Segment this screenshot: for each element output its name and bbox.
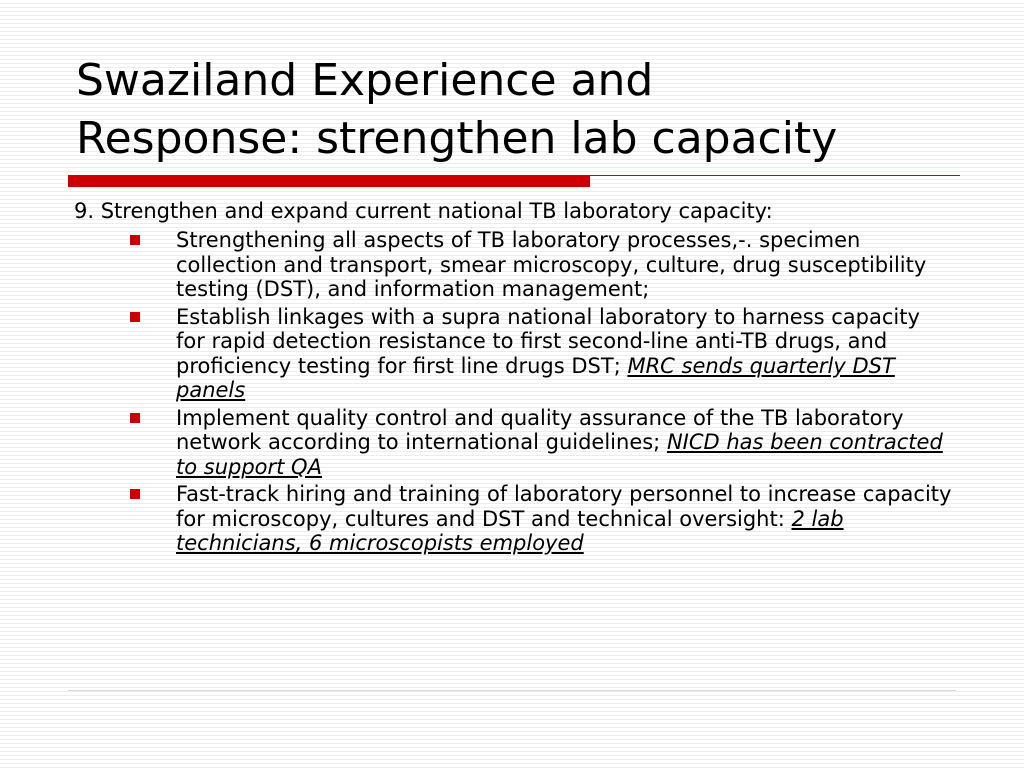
bullet-text: Fast-track hiring and training of laboratory personnel to increase capacity for microscopy, cultures and DST and technical oversight:	[176, 482, 952, 531]
bullet-note: NICD has been contracted to support QA	[176, 430, 943, 479]
slide-body	[74, 198, 954, 559]
bullet-item	[74, 482, 954, 556]
bullet-note: MRC sends quarterly DST panels	[176, 353, 895, 402]
bullet-text: Implement quality control and quality assurance of the TB laboratory network according to international guidelines;	[176, 405, 904, 454]
square-bullet-icon	[130, 413, 140, 423]
slide-title	[76, 52, 976, 168]
title-accent-line	[590, 175, 960, 176]
square-bullet-icon	[130, 489, 140, 499]
bullet-item	[74, 305, 954, 403]
footer-divider	[68, 690, 956, 691]
bullet-note: 2 lab technicians, 6 microscopists employed	[176, 506, 844, 555]
bullet-item	[74, 406, 954, 480]
slide-title-line-2: Response: strengthen lab capacity	[76, 113, 838, 164]
intro-text: 9. Strengthen and expand current national TB laboratory capacity:	[74, 199, 773, 223]
bullet-text: Strengthening all aspects of TB laboratory processes,-. specimen collection and transport, smear microscopy, culture, drug susceptibility testing (DST), and information management;	[176, 228, 927, 301]
bullet-list	[74, 228, 954, 556]
bullet-item	[74, 228, 954, 302]
square-bullet-icon	[130, 235, 140, 245]
slide-title-line-1: Swaziland Experience and	[76, 55, 654, 106]
title-accent-bar	[68, 175, 590, 187]
bullet-text: Establish linkages with a supra national laboratory to harness capacity for rapid detection resistance to first second-line anti-TB drugs, and proficiency testing for first line drugs DST;	[176, 304, 920, 378]
square-bullet-icon	[130, 312, 140, 322]
